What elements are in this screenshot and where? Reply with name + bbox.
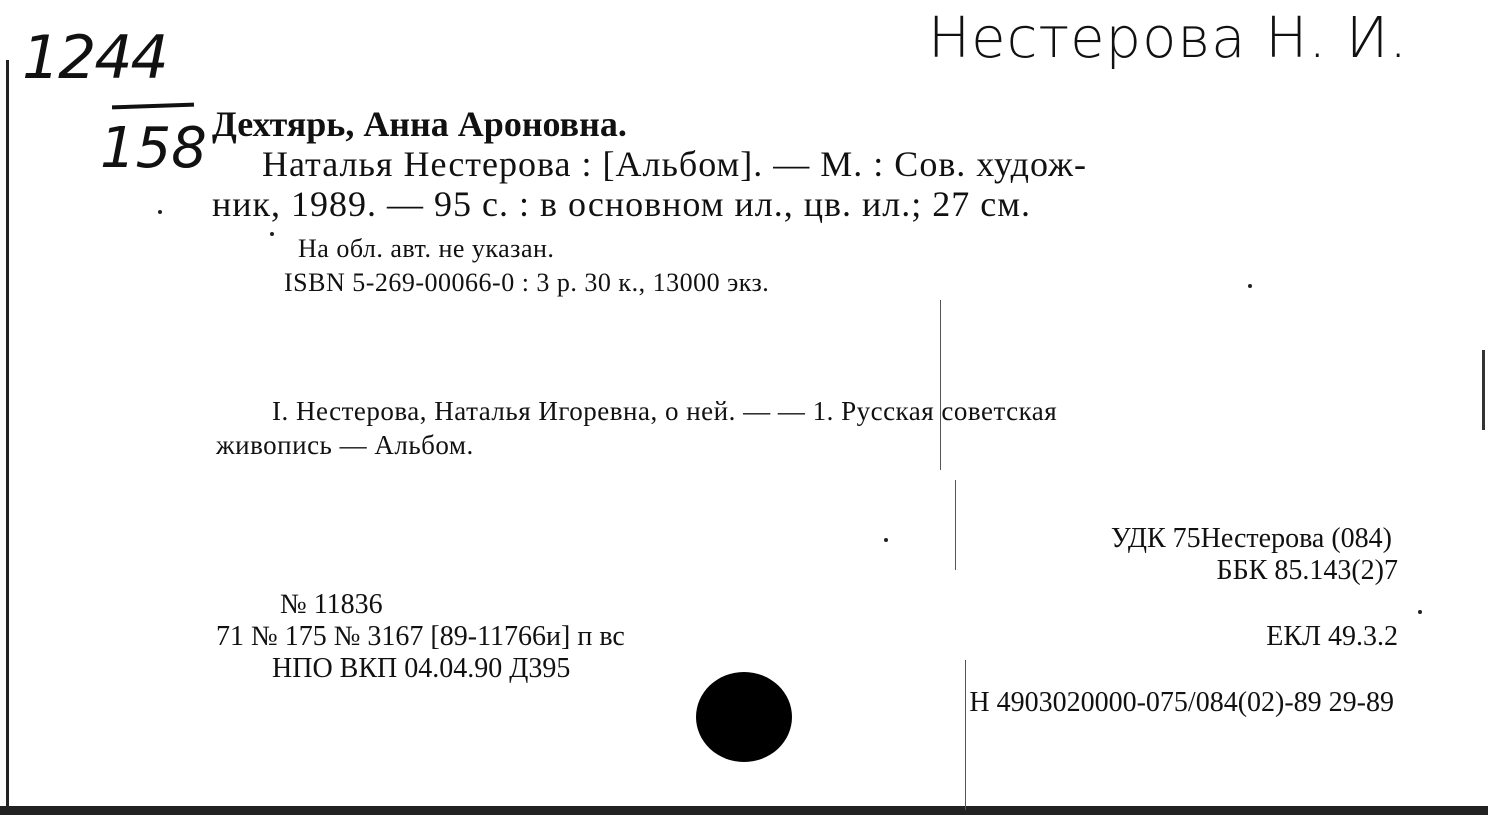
speck [1248, 284, 1252, 288]
publication-code: Н 4903020000-075/084(02)-89 29-89 [969, 687, 1394, 718]
title-line-2: ник, 1989. — 95 с. : в основном ил., цв. ил.; 27 см. [212, 184, 1031, 224]
fold-line-lower [955, 480, 956, 570]
bbk-index: ББК 85.143(2)7 [1216, 555, 1398, 586]
inventory-number: 1244 [22, 23, 167, 93]
tracings-line-2: живопись — Альбом. [216, 430, 474, 460]
shelf-mark-underline [112, 103, 194, 110]
author-heading: Дехтярь, Анна Ароновна. [212, 104, 627, 144]
subject-name-handwritten: Нестерова Н. И. [928, 6, 1409, 71]
ekl-index: ЕКЛ 49.3.2 [1266, 621, 1398, 652]
speck [1418, 610, 1422, 614]
fold-line [940, 300, 941, 470]
card-bottom-edge [0, 806, 1488, 815]
isbn-line: ISBN 5-269-00066-0 : 3 р. 30 к., 13000 экз. [284, 268, 770, 297]
fold-line-bottom [965, 660, 966, 810]
speck [884, 538, 888, 542]
punch-hole [696, 672, 792, 762]
speck [270, 232, 274, 236]
title-line-1: Наталья Нестерова : [Альбом]. — М. : Сов. худож- [262, 144, 1087, 184]
card-right-edge-mark [1482, 350, 1485, 430]
shelf-mark: 158 [100, 116, 207, 181]
print-number: № 11836 [280, 589, 383, 620]
card-left-edge [6, 60, 9, 815]
udk-index: УДК 75Нестерова (084) [1110, 523, 1392, 554]
print-publisher: НПО ВКП 04.04.90 Д395 [272, 653, 571, 684]
tracings-line-1: I. Нестерова, Наталья Игоревна, о ней. — — 1. Русская советская [272, 396, 1058, 426]
print-order: 71 № 175 № 3167 [89-11766и] п вс [216, 621, 625, 652]
note-text: На обл. авт. не указан. [298, 234, 555, 263]
speck [158, 210, 162, 214]
